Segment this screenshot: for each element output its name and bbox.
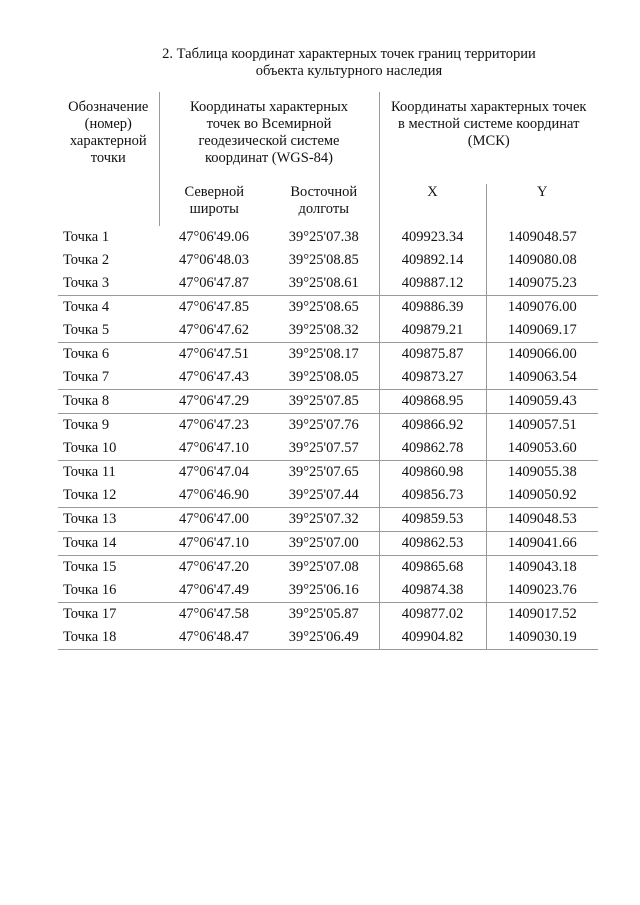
- latitude-cell: 47°06'47.49: [178, 582, 250, 598]
- latitude-cell: 47°06'48.47: [159, 626, 269, 650]
- latitude-cell: 47°06'47.29: [159, 390, 269, 414]
- longitude-cell: 39°25'06.16: [269, 579, 379, 603]
- longitude-cell: 39°25'07.76: [269, 414, 379, 438]
- table-row: [58, 508, 598, 532]
- header-east-longitude: Восточной долготы: [269, 184, 379, 226]
- table-row: [58, 390, 598, 414]
- y-cell: 1409055.38: [486, 461, 598, 485]
- longitude-cell: 39°25'07.44: [269, 484, 379, 508]
- table-row: [58, 226, 598, 249]
- x-cell: 409874.38: [379, 579, 486, 603]
- x-cell: 409892.14: [379, 249, 486, 272]
- y-cell: 1409076.00: [486, 296, 598, 320]
- latitude-cell: 47°06'47.00: [159, 508, 269, 532]
- longitude-cell: 39°25'07.38: [269, 226, 379, 249]
- y-cell: 1409023.76: [507, 582, 577, 598]
- x-cell: 409923.34: [379, 226, 486, 249]
- y-cell: 1409057.51: [486, 414, 598, 438]
- header-y: Y: [537, 184, 548, 200]
- latitude-cell: 47°06'47.10: [178, 440, 250, 456]
- longitude-cell: 39°25'07.85: [269, 390, 379, 414]
- table-row: [58, 532, 598, 556]
- x-cell: 409856.73: [379, 484, 486, 508]
- x-cell: 409866.92: [379, 414, 486, 438]
- x-cell: 409886.39: [379, 296, 486, 320]
- coordinates-table: [58, 92, 598, 650]
- y-cell: 1409066.00: [486, 343, 598, 367]
- longitude-cell: 39°25'08.85: [269, 249, 379, 272]
- table-row: [58, 319, 598, 343]
- longitude-cell: 39°25'05.87: [269, 603, 379, 627]
- y-cell: 1409043.18: [486, 556, 598, 580]
- point-name: Точка 9: [58, 414, 159, 438]
- point-name: Точка 2: [63, 252, 110, 268]
- header-x: X: [379, 184, 486, 226]
- y-cell: 1409017.52: [486, 603, 598, 627]
- header-north-latitude: Северной широты: [184, 184, 244, 217]
- table-row: [58, 296, 598, 320]
- x-cell: 409875.87: [379, 343, 486, 367]
- latitude-cell: 47°06'47.20: [159, 556, 269, 580]
- title-line-1: 2. Таблица координат характерных точек границ территории: [162, 46, 536, 62]
- table-row: [58, 272, 598, 296]
- point-name: Точка 16: [63, 582, 117, 598]
- y-cell: 1409069.17: [507, 322, 577, 338]
- table-row: [58, 366, 598, 390]
- longitude-cell: 39°25'07.65: [269, 461, 379, 485]
- y-cell: 1409080.08: [507, 252, 577, 268]
- longitude-cell: 39°25'08.32: [269, 319, 379, 343]
- table-row: [58, 579, 598, 603]
- point-name: Точка 17: [58, 603, 159, 627]
- longitude-cell: 39°25'07.32: [269, 508, 379, 532]
- y-cell: 1409075.23: [507, 275, 577, 291]
- point-name: Точка 1: [63, 229, 110, 245]
- table-row: [58, 249, 598, 272]
- table-row: [58, 556, 598, 580]
- y-cell: 1409053.60: [507, 440, 577, 456]
- point-name: Точка 7: [63, 369, 110, 385]
- point-name: Точка 15: [58, 556, 159, 580]
- point-name: Точка 5: [63, 322, 110, 338]
- longitude-cell: 39°25'08.05: [269, 366, 379, 390]
- y-cell: 1409048.53: [486, 508, 598, 532]
- table-row: [58, 437, 598, 461]
- point-name: Точка 10: [63, 440, 117, 456]
- latitude-cell: 47°06'47.62: [178, 322, 250, 338]
- table-row: [58, 343, 598, 367]
- x-cell: 409877.02: [379, 603, 486, 627]
- longitude-cell: 39°25'08.65: [269, 296, 379, 320]
- latitude-cell: 47°06'47.04: [159, 461, 269, 485]
- x-cell: 409859.53: [379, 508, 486, 532]
- table-row: [58, 414, 598, 438]
- x-cell: 409873.27: [379, 366, 486, 390]
- y-cell: 1409050.92: [507, 487, 577, 503]
- x-cell: 409887.12: [379, 272, 486, 296]
- longitude-cell: 39°25'06.49: [269, 626, 379, 650]
- y-cell: 1409059.43: [486, 390, 598, 414]
- table-title: [0, 46, 640, 80]
- latitude-cell: 47°06'47.87: [178, 275, 250, 291]
- point-name: Точка 4: [58, 296, 159, 320]
- point-name: Точка 6: [58, 343, 159, 367]
- point-name: Точка 13: [58, 508, 159, 532]
- x-cell: 409904.82: [379, 626, 486, 650]
- table-row: [58, 484, 598, 508]
- x-cell: 409862.53: [379, 532, 486, 556]
- x-cell: 409868.95: [379, 390, 486, 414]
- point-name: Точка 8: [58, 390, 159, 414]
- table-row: [58, 603, 598, 627]
- y-cell: 1409041.66: [486, 532, 598, 556]
- longitude-cell: 39°25'07.08: [269, 556, 379, 580]
- longitude-cell: 39°25'08.61: [269, 272, 379, 296]
- title-line-2: объекта культурного наследия: [255, 63, 443, 79]
- latitude-cell: 47°06'47.10: [159, 532, 269, 556]
- x-cell: 409862.78: [379, 437, 486, 461]
- point-name: Точка 3: [63, 275, 110, 291]
- latitude-cell: 47°06'48.03: [178, 252, 250, 268]
- point-name: Точка 12: [63, 487, 117, 503]
- latitude-cell: 47°06'47.51: [159, 343, 269, 367]
- header-msk: Координаты характерных точек в местной системе координат (МСК): [391, 99, 587, 149]
- longitude-cell: 39°25'07.57: [269, 437, 379, 461]
- header-designation: Обозначение (номер) характерной точки: [58, 92, 159, 226]
- x-cell: 409860.98: [379, 461, 486, 485]
- latitude-cell: 47°06'47.58: [159, 603, 269, 627]
- latitude-cell: 47°06'47.43: [178, 369, 250, 385]
- point-name: Точка 18: [58, 626, 159, 650]
- table-body: [58, 226, 598, 650]
- longitude-cell: 39°25'08.17: [269, 343, 379, 367]
- latitude-cell: 47°06'49.06: [178, 229, 250, 245]
- y-cell: 1409063.54: [507, 369, 577, 385]
- latitude-cell: 47°06'47.85: [159, 296, 269, 320]
- table-row: [58, 461, 598, 485]
- point-name: Точка 14: [58, 532, 159, 556]
- latitude-cell: 47°06'47.23: [159, 414, 269, 438]
- header-wgs84: Координаты характерных точек во Всемирной геодезической системе координат (WGS-84): [159, 92, 379, 184]
- x-cell: 409865.68: [379, 556, 486, 580]
- x-cell: 409879.21: [379, 319, 486, 343]
- latitude-cell: 47°06'46.90: [178, 487, 250, 503]
- y-cell: 1409048.57: [507, 229, 577, 245]
- table-row: [58, 626, 598, 650]
- y-cell: 1409030.19: [486, 626, 598, 650]
- longitude-cell: 39°25'07.00: [269, 532, 379, 556]
- point-name: Точка 11: [58, 461, 159, 485]
